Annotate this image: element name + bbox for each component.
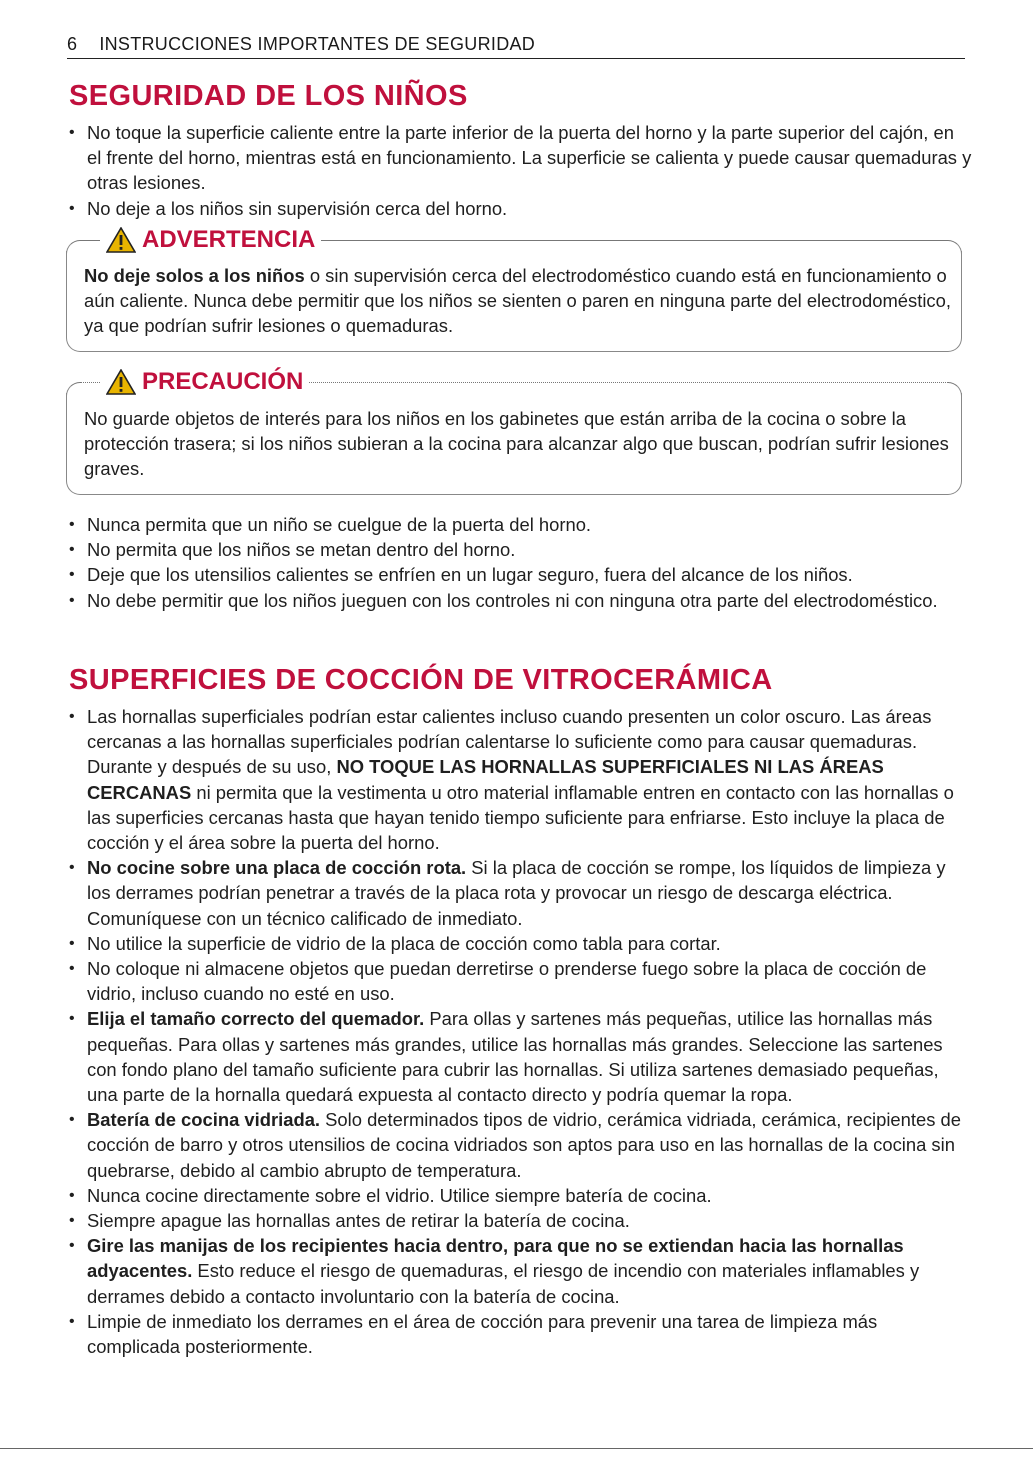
list-item: • Nunca cocine directamente sobre el vidrio. Utilice siempre batería de cocina. [68, 1183, 973, 1208]
item-bold-text: Elija el tamaño correcto del quemador. [87, 1008, 425, 1030]
list-item [68, 1006, 973, 1107]
list-item: • No utilice la superficie de vidrio de la placa de cocción como tabla para cortar. [68, 931, 973, 956]
warning-text [84, 263, 954, 339]
list-item: • No permita que los niños se metan dentro del horno. [68, 537, 973, 562]
section-title-glass-cooktop: SUPERFICIES DE COCCIÓN DE VITROCERÁMICA [69, 664, 773, 696]
section-title-child-safety: SEGURIDAD DE LOS NIÑOS [69, 80, 468, 112]
item-text: ni permita que la vestimenta u otro material inflamable entren en contacto con las hornallas o las superficies cercanas hasta que hayan tenido tiempo suficiente para enfriarse. Esto incluye la placa de cocción y el área sobre la puerta del horno. [87, 781, 954, 854]
list-item [68, 1107, 973, 1183]
header-title: INSTRUCCIONES IMPORTANTES DE SEGURIDAD [99, 34, 536, 54]
page-header [67, 34, 965, 59]
item-text: Las hornallas superficiales podrían estar calientes incluso cuando presenten un color oscuro. Las áreas cercanas a las hornallas superficiales podrían calentarse lo suficiente como para causar quemaduras. Durante y después de su uso, [87, 706, 932, 778]
item-text: Esto reduce el riesgo de quemaduras, el riesgo de incendio con materiales inflamables y derrames debido a contacto involuntario con la batería de cocina. [87, 1260, 920, 1307]
warning-box-header [66, 226, 962, 253]
warning-body-text: o sin supervisión cerca del electrodoméstico cuando está en funcionamiento o aún caliente. Nunca debe permitir que los niños se sienten o paren en ninguna parte del electrodoméstico, ya que podrían sufrir lesiones o quemaduras. [84, 265, 951, 337]
warning-triangle-icon [106, 227, 136, 253]
page-number: 6 [67, 34, 78, 54]
glass-cooktop-list [68, 704, 973, 1359]
list-item: • No toque la superficie caliente entre la parte inferior de la puerta del horno y la parte superior del cajón, en el frente del horno, mientras está en funcionamiento. La superficie se calienta y puede causar quemaduras y otras lesiones. [68, 120, 973, 196]
item-bold-text: Batería de cocina vidriada. [87, 1109, 321, 1131]
caution-text: No guarde objetos de interés para los niños en los gabinetes que están arriba de la cocina o sobre la protección trasera; si los niños subieran a la cocina para alcanzar algo que buscan, podrían sufrir lesiones graves. [84, 408, 949, 480]
caution-box-header [66, 368, 962, 395]
footer-rule [0, 1448, 1033, 1449]
warning-bold-text: No deje solos a los niños [84, 265, 305, 286]
caution-title-text: PRECAUCIÓN [142, 368, 304, 395]
list-item: • No debe permitir que los niños jueguen con los controles ni con ninguna otra parte del electrodoméstico. [68, 588, 973, 613]
child-safety-list [68, 120, 973, 221]
list-item: • No deje a los niños sin supervisión cerca del horno. [68, 196, 973, 221]
item-text: Solo determinados tipos de vidrio, cerámica vidriada, cerámica, recipientes de cocción de barro y otros utensilios de cocina vidriados son aptos para uso en las hornallas de la cocina sin quebrarse, debido al cambio abrupto de temperatura. [87, 1109, 961, 1181]
item-text: Para ollas y sartenes más pequeñas, utilice las hornallas más pequeñas. Para ollas y sartenes más grandes, utilice las hornallas más grandes. Seleccione las sartenes con fondo plano del tamaño suficiente para cubrir las hornallas. Si utiliza sartenes demasiado pequeñas, una parte de la hornalla quedará expuesta al contacto directo y podría quemar la ropa. [87, 1008, 943, 1106]
item-bold-text: NO TOQUE LAS HORNALLAS SUPERFICIALES NI LAS ÁREAS CERCANAS [87, 756, 884, 803]
list-item: • Siempre apague las hornallas antes de retirar la batería de cocina. [68, 1208, 973, 1233]
item-bold-text: No cocine sobre una placa de cocción rota. [87, 857, 467, 879]
warning-title [100, 226, 321, 254]
list-item: • Limpie de inmediato los derrames en el área de cocción para prevenir una tarea de limpieza más complicada posteriormente. [68, 1309, 973, 1359]
list-item [68, 704, 973, 855]
list-item: • No coloque ni almacene objetos que puedan derretirse o prenderse fuego sobre la placa de cocción de vidrio, incluso cuando no esté en uso. [68, 956, 973, 1006]
caution-triangle-icon [106, 369, 136, 395]
item-bold-text: Gire las manijas de los recipientes hacia dentro, para que no se extiendan hacia las hornallas adyacentes. [87, 1235, 904, 1282]
child-safety-list-continued [68, 512, 973, 613]
list-item: • Deje que los utensilios calientes se enfríen en un lugar seguro, fuera del alcance de los niños. [68, 562, 973, 587]
list-item: • Nunca permita que un niño se cuelgue de la puerta del horno. [68, 512, 973, 537]
list-item [68, 855, 973, 931]
list-item [68, 1233, 973, 1309]
warning-title-text: ADVERTENCIA [142, 226, 316, 253]
caution-title [100, 368, 309, 396]
item-text: Si la placa de cocción se rompe, los líquidos de limpieza y los derrames podrían penetrar a través de la placa rota y provocar un riesgo de descarga eléctrica. Comuníquese con un técnico calificado de inmediato. [87, 857, 946, 929]
